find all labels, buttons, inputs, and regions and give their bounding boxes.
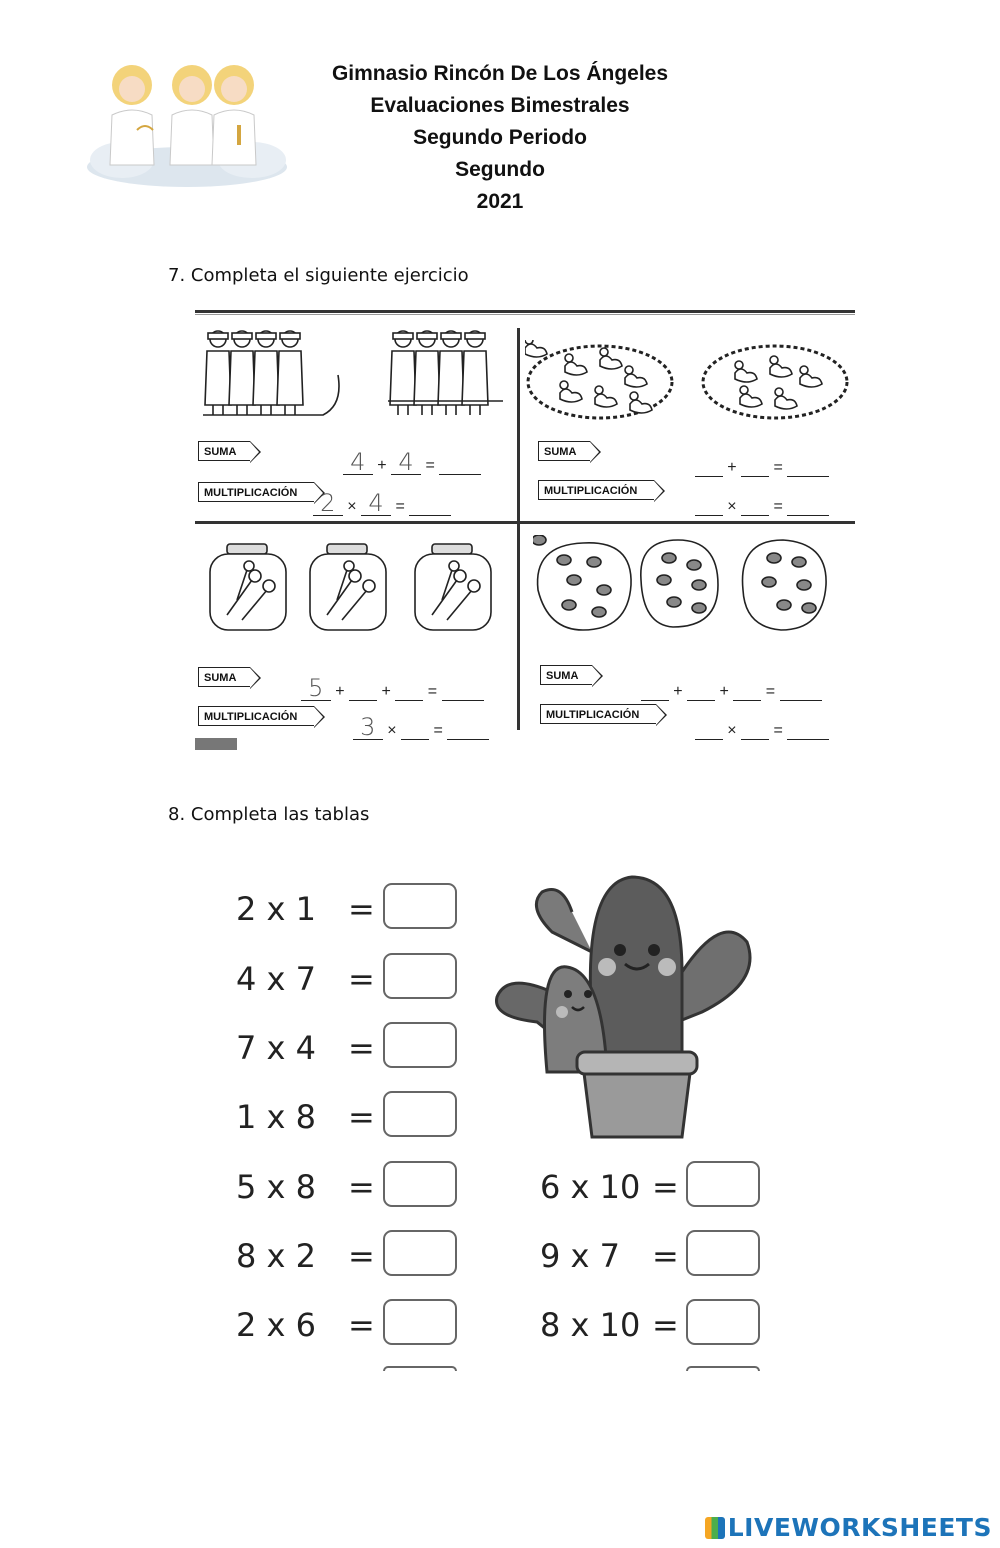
- times-sign: ×: [387, 722, 397, 739]
- times-sign: ×: [347, 498, 357, 515]
- equals-sign: =: [348, 1237, 375, 1275]
- suma-q2-answer[interactable]: [787, 476, 829, 477]
- mult-label-q3: MULTIPLICACIÓN: [198, 706, 314, 726]
- answer-box-cut: [686, 1366, 760, 1371]
- equals-sign: =: [433, 722, 443, 739]
- equals-sign: =: [395, 498, 405, 515]
- plus-sign: +: [381, 683, 391, 700]
- answer-box-left-2[interactable]: [383, 1022, 457, 1068]
- plus-sign: +: [335, 683, 345, 700]
- jars-illustration: [207, 540, 507, 635]
- suma-q4-c[interactable]: [733, 700, 761, 701]
- table-row-right-0: 6 x 10: [540, 1168, 641, 1206]
- answer-box-right-0[interactable]: [686, 1161, 760, 1207]
- suma-label-q1: SUMA: [198, 441, 250, 461]
- mult-equation-q2: [677, 480, 829, 534]
- answer-box-left-1[interactable]: [383, 953, 457, 999]
- mult-label-q2: MULTIPLICACIÓN: [538, 480, 654, 500]
- grade-title: Segundo: [455, 158, 545, 181]
- suma-q2-b[interactable]: [741, 476, 769, 477]
- mult-label-q4: MULTIPLICACIÓN: [540, 704, 656, 724]
- mult-q1-b: 4: [361, 491, 391, 516]
- liveworksheets-logo: [705, 1513, 992, 1542]
- liveworksheets-icon: [705, 1517, 725, 1539]
- mult-q3-a: 3: [353, 715, 383, 740]
- mult-q3-b[interactable]: [401, 739, 429, 740]
- suma-q4-b[interactable]: [687, 700, 715, 701]
- children-illustration: [203, 325, 513, 420]
- mult-q4-a[interactable]: [695, 739, 723, 740]
- table-row-left-4: 5 x 8: [236, 1168, 316, 1206]
- equals-sign: =: [348, 1029, 375, 1067]
- exercise7-instruction: 7. Completa el siguiente ejercicio: [168, 265, 469, 286]
- cactus-illustration: [492, 872, 767, 1144]
- period-title: Segundo Periodo: [413, 126, 587, 149]
- plus-sign: +: [377, 457, 387, 474]
- equals-sign: =: [348, 890, 375, 928]
- table-row-right-1: 9 x 7: [540, 1237, 620, 1275]
- document-header: [200, 58, 800, 218]
- liveworksheets-brand: LIVEWORKSHEETS: [727, 1513, 992, 1542]
- suma-label-q2: SUMA: [538, 441, 590, 461]
- equals-sign: =: [652, 1306, 679, 1344]
- table-row-left-0: 2 x 1: [236, 890, 316, 928]
- mult-q1-answer[interactable]: [409, 515, 451, 516]
- table-row-left-6: 2 x 6: [236, 1306, 316, 1344]
- plus-sign: +: [673, 683, 683, 700]
- equals-sign: =: [348, 1168, 375, 1206]
- equals-sign: =: [773, 498, 783, 515]
- mult-q1-a: 2: [313, 491, 343, 516]
- suma-q1-a: 4: [343, 450, 373, 475]
- suma-q2-a[interactable]: [695, 476, 723, 477]
- equals-sign: =: [652, 1168, 679, 1206]
- year-title: 2021: [476, 190, 524, 213]
- mult-q3-answer[interactable]: [447, 739, 489, 740]
- ducks-illustration: [525, 340, 850, 425]
- table-row-left-1: 4 x 7: [236, 960, 316, 998]
- equals-sign: =: [773, 722, 783, 739]
- suma-label-q3: SUMA: [198, 667, 250, 687]
- exercise8-instruction: 8. Completa las tablas: [168, 804, 370, 825]
- mult-label-q1: MULTIPLICACIÓN: [198, 482, 314, 502]
- answer-box-right-2[interactable]: [686, 1299, 760, 1345]
- table-row-left-2: 7 x 4: [236, 1029, 316, 1067]
- equals-sign: =: [348, 1306, 375, 1344]
- table-row-right-2: 8 x 10: [540, 1306, 641, 1344]
- mult-equation-q4: [677, 704, 829, 758]
- equals-sign: =: [773, 459, 783, 476]
- answer-box-cut: [383, 1366, 457, 1371]
- answer-box-left-4[interactable]: [383, 1161, 457, 1207]
- mult-equation-q3: [335, 697, 489, 758]
- answer-box-right-1[interactable]: [686, 1230, 760, 1276]
- equals-sign: =: [348, 1098, 375, 1136]
- equals-sign: =: [652, 1237, 679, 1275]
- exercise7-panel: [195, 300, 857, 750]
- equals-sign: =: [348, 960, 375, 998]
- table-row-left-3: 1 x 8: [236, 1098, 316, 1136]
- times-sign: ×: [727, 722, 737, 739]
- mult-q2-a[interactable]: [695, 515, 723, 516]
- answer-box-left-0[interactable]: [383, 883, 457, 929]
- plus-sign: +: [727, 459, 737, 476]
- answer-box-left-3[interactable]: [383, 1091, 457, 1137]
- answer-box-left-5[interactable]: [383, 1230, 457, 1276]
- suma-label-q4: SUMA: [540, 665, 592, 685]
- suma-q4-answer[interactable]: [780, 700, 822, 701]
- plus-sign: +: [719, 683, 729, 700]
- equals-sign: =: [425, 457, 435, 474]
- evaluation-title: Evaluaciones Bimestrales: [370, 94, 630, 117]
- equals-sign: =: [765, 683, 776, 700]
- suma-q3-a: 5: [301, 676, 331, 701]
- school-name: Gimnasio Rincón De Los Ángeles: [331, 62, 669, 85]
- mult-q4-answer[interactable]: [787, 739, 829, 740]
- table-row-left-5: 8 x 2: [236, 1237, 316, 1275]
- equals-sign: =: [427, 683, 438, 700]
- suma-q1-b: 4: [391, 450, 421, 475]
- ladybugs-illustration: [533, 535, 853, 635]
- mult-q4-b[interactable]: [741, 739, 769, 740]
- mult-q2-b[interactable]: [741, 515, 769, 516]
- mult-q2-answer[interactable]: [787, 515, 829, 516]
- suma-q4-a[interactable]: [641, 700, 669, 701]
- answer-box-left-6[interactable]: [383, 1299, 457, 1345]
- times-sign: ×: [727, 498, 737, 515]
